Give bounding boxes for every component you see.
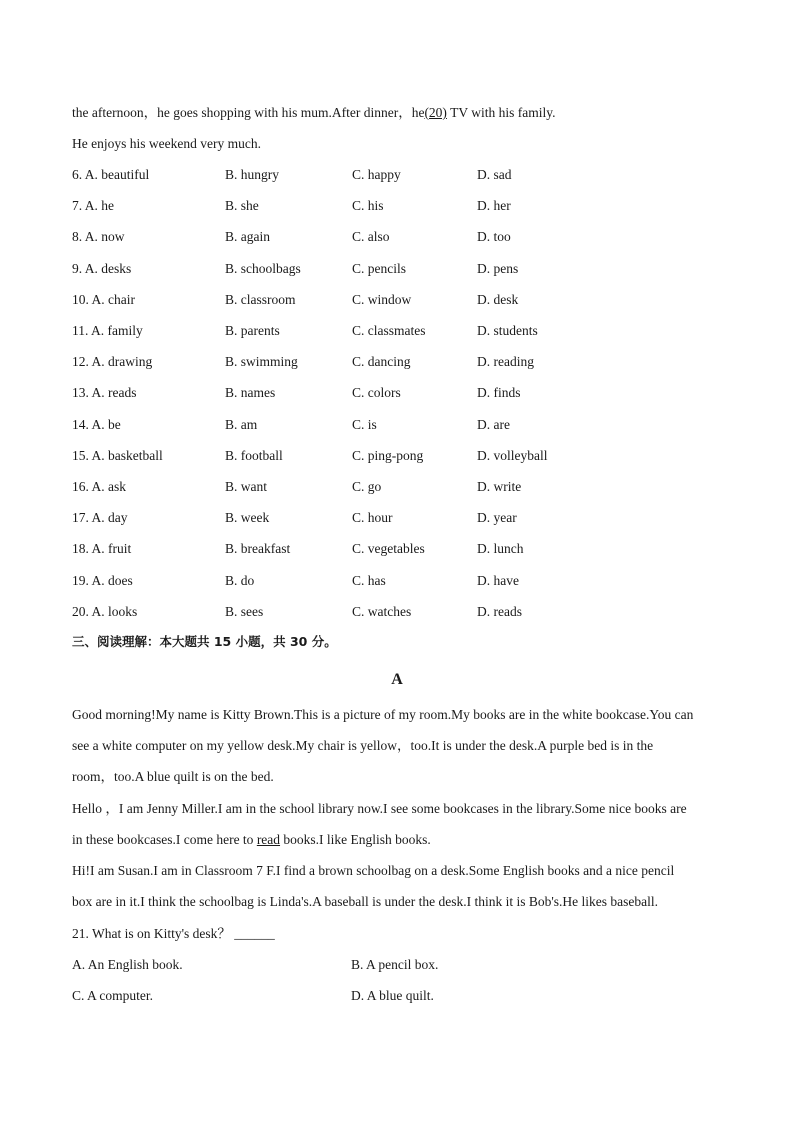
- paragraph-line: Hello ，I am Jenny Miller.I am in the school library now.I see some bookcases in the library.Some nice books are: [72, 801, 687, 816]
- option-choice-d[interactable]: D. reads: [477, 604, 522, 619]
- option-choice-a[interactable]: 6. A. beautiful: [72, 167, 150, 182]
- option-choice-c[interactable]: C. ping-pong: [352, 448, 424, 463]
- option-choice-d[interactable]: D. finds: [477, 385, 521, 400]
- option-choice-c[interactable]: C. is: [352, 417, 377, 432]
- option-choice-a[interactable]: 10. A. chair: [72, 292, 135, 307]
- option-choice-a[interactable]: 13. A. reads: [72, 385, 137, 400]
- option-choice-b[interactable]: B. she: [225, 198, 259, 213]
- option-choice-d[interactable]: D. too: [477, 229, 511, 244]
- option-choice-a[interactable]: 17. A. day: [72, 510, 128, 525]
- option-choice-b[interactable]: B. breakfast: [225, 541, 291, 556]
- option-choice-b[interactable]: B. sees: [225, 604, 264, 619]
- passage-text-line: [72, 104, 555, 122]
- option-choice-c[interactable]: C. watches: [352, 604, 412, 619]
- blank-20: (20): [424, 105, 447, 120]
- option-choice-b[interactable]: B. parents: [225, 323, 280, 338]
- option-choice-d[interactable]: D. year: [477, 510, 517, 525]
- section-heading: 三、阅读理解：本大题共 15 小题，共 30 分。: [72, 634, 337, 649]
- paragraph-line: room，too.A blue quilt is on the bed.: [72, 769, 274, 784]
- option-choice-c[interactable]: C. classmates: [352, 323, 426, 338]
- option-choice-b[interactable]: B. names: [225, 385, 276, 400]
- answer-option-a[interactable]: A. An English book.: [72, 957, 183, 972]
- option-choice-a[interactable]: 14. A. be: [72, 417, 121, 432]
- option-choice-d[interactable]: D. sad: [477, 167, 512, 182]
- option-choice-b[interactable]: B. week: [225, 510, 270, 525]
- option-choice-a[interactable]: 15. A. basketball: [72, 448, 163, 463]
- text-segment: the afternoon，he goes shopping with his mum.After dinner，he: [72, 105, 425, 120]
- answer-option-b[interactable]: B. A pencil box.: [351, 957, 439, 972]
- option-choice-d[interactable]: D. reading: [477, 354, 534, 369]
- option-choice-a[interactable]: 18. A. fruit: [72, 541, 132, 556]
- option-choice-b[interactable]: B. hungry: [225, 167, 279, 182]
- option-choice-a[interactable]: 8. A. now: [72, 229, 125, 244]
- option-choice-d[interactable]: D. volleyball: [477, 448, 548, 463]
- answer-option-d[interactable]: D. A blue quilt.: [351, 988, 434, 1003]
- option-choice-b[interactable]: B. football: [225, 448, 283, 463]
- option-choice-c[interactable]: C. also: [352, 229, 390, 244]
- option-choice-a[interactable]: 20. A. looks: [72, 604, 138, 619]
- option-choice-c[interactable]: C. pencils: [352, 261, 406, 276]
- option-choice-d[interactable]: D. lunch: [477, 541, 524, 556]
- paragraph-line: Good morning!My name is Kitty Brown.This is a picture of my room.My books are in the white bookcase.You can: [72, 707, 694, 722]
- underlined-word: read: [256, 832, 281, 847]
- option-choice-c[interactable]: C. has: [352, 573, 386, 588]
- option-choice-d[interactable]: D. desk: [477, 292, 519, 307]
- option-choice-d[interactable]: D. students: [477, 323, 538, 338]
- option-choice-c[interactable]: C. his: [352, 198, 384, 213]
- option-choice-c[interactable]: C. colors: [352, 385, 401, 400]
- option-choice-c[interactable]: C. vegetables: [352, 541, 425, 556]
- paragraph-line: in these bookcases.I come here to read books.I like English books.: [72, 832, 431, 847]
- option-choice-d[interactable]: D. pens: [477, 261, 519, 276]
- option-choice-b[interactable]: B. again: [225, 229, 270, 244]
- option-choice-d[interactable]: D. are: [477, 417, 510, 432]
- option-choice-c[interactable]: C. happy: [352, 167, 401, 182]
- option-choice-b[interactable]: B. swimming: [225, 354, 298, 369]
- option-choice-c[interactable]: C. window: [352, 292, 412, 307]
- option-choice-c[interactable]: C. dancing: [352, 354, 411, 369]
- option-choice-a[interactable]: 9. A. desks: [72, 261, 132, 276]
- paragraph-line: box are in it.I think the schoolbag is Linda's.A baseball is under the desk.I think it is Bob's.He likes baseball.: [72, 894, 659, 909]
- passage-text-line: He enjoys his weekend very much.: [72, 136, 261, 151]
- option-choice-c[interactable]: C. hour: [352, 510, 393, 525]
- option-choice-b[interactable]: B. do: [225, 573, 255, 588]
- option-choice-c[interactable]: C. go: [352, 479, 382, 494]
- option-choice-d[interactable]: D. write: [477, 479, 522, 494]
- option-choice-a[interactable]: 7. A. he: [72, 198, 114, 213]
- answer-option-c[interactable]: C. A computer.: [72, 988, 153, 1003]
- option-choice-a[interactable]: 12. A. drawing: [72, 354, 153, 369]
- option-choice-b[interactable]: B. am: [225, 417, 258, 432]
- passage-title: A: [391, 671, 403, 688]
- text-segment: TV with his family.: [446, 105, 556, 120]
- option-choice-d[interactable]: D. have: [477, 573, 519, 588]
- option-choice-a[interactable]: 16. A. ask: [72, 479, 126, 494]
- option-choice-a[interactable]: 11. A. family: [72, 323, 143, 338]
- question-stem: 21. What is on Kitty's desk？ ______: [72, 926, 275, 941]
- paragraph-line: see a white computer on my yellow desk.My chair is yellow，too.It is under the desk.A purple bed is in the: [72, 738, 654, 753]
- option-choice-b[interactable]: B. schoolbags: [225, 261, 301, 276]
- option-choice-a[interactable]: 19. A. does: [72, 573, 133, 588]
- option-choice-b[interactable]: B. want: [225, 479, 267, 494]
- paragraph-line: Hi!I am Susan.I am in Classroom 7 F.I find a brown schoolbag on a desk.Some English books and a nice pencil: [72, 863, 675, 878]
- option-choice-b[interactable]: B. classroom: [225, 292, 296, 307]
- option-choice-d[interactable]: D. her: [477, 198, 511, 213]
